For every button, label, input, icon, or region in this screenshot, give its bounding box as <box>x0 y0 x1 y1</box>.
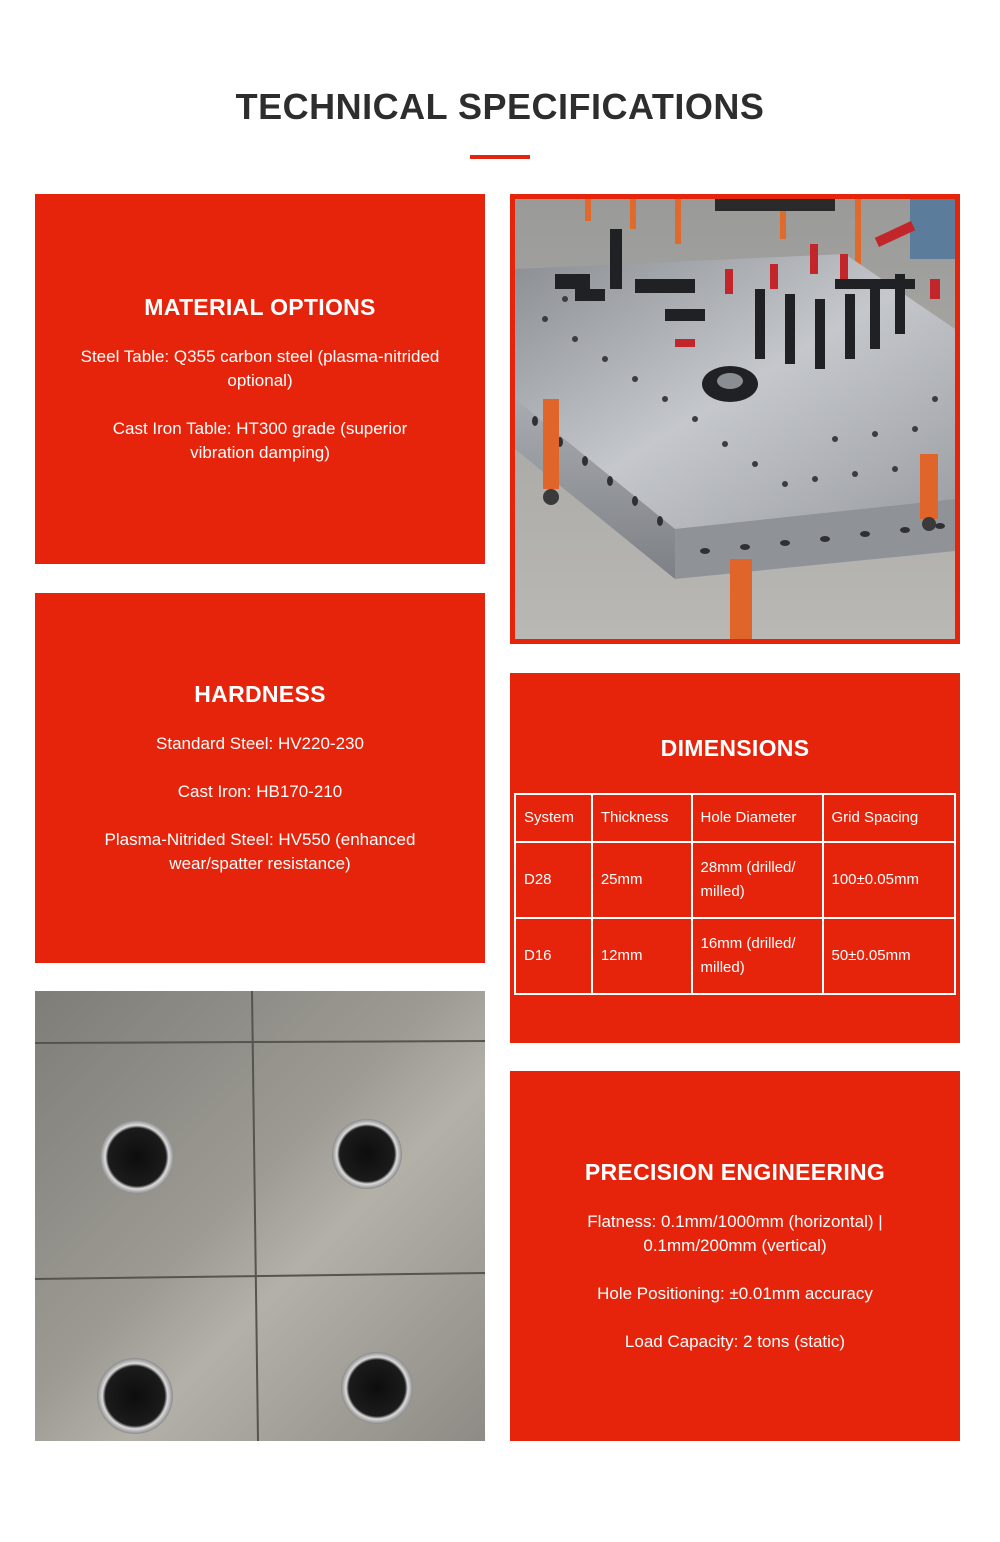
table-cell-hole-diameter: 16mm (drilled/ milled) <box>692 918 823 994</box>
hardness-standard-steel-text: Standard Steel: HV220-230 <box>156 733 364 753</box>
column-header-system: System <box>515 794 592 842</box>
precision-flatness-text: Flatness: 0.1mm/1000mm (horizontal) | 0.1mm/200mm (vertical) <box>587 1211 883 1255</box>
material-steel-text: Steel Table: Q355 carbon steel (plasma-nitrided optional) <box>80 346 440 390</box>
precision-engineering-card <box>510 1071 960 1441</box>
precision-hole-positioning-text: Hole Positioning: ±0.01mm accuracy <box>597 1283 873 1303</box>
material-cast-iron-text: Cast Iron Table: HT300 grade (superior vibration damping) <box>112 418 408 462</box>
table-cell-hole-diameter: 28mm (drilled/ milled) <box>692 842 823 918</box>
material-options-heading: MATERIAL OPTIONS <box>144 293 376 320</box>
dimensions-table <box>514 793 956 995</box>
precision-load-capacity-text: Load Capacity: 2 tons (static) <box>624 1331 846 1351</box>
column-header-hole-diameter: Hole Diameter <box>692 794 823 842</box>
hardness-heading: HARDNESS <box>194 680 326 707</box>
table-cell-system: D28 <box>515 842 592 918</box>
dimensions-heading: DIMENSIONS <box>660 735 810 761</box>
surface-holes-image <box>35 991 485 1441</box>
page-title: TECHNICAL SPECIFICATIONS <box>235 86 765 127</box>
hardness-nitrided-text: Plasma-Nitrided Steel: HV550 (enhanced wear/spatter resistance) <box>104 829 416 873</box>
material-options-card <box>35 194 485 564</box>
column-header-grid-spacing: Grid Spacing <box>823 794 956 842</box>
table-cell-grid-spacing: 50±0.05mm <box>823 918 956 994</box>
table-row <box>515 842 955 918</box>
table-cell-system: D16 <box>515 918 592 994</box>
precision-engineering-heading: PRECISION ENGINEERING <box>584 1158 886 1185</box>
table-cell-thickness: 12mm <box>592 918 692 994</box>
surface-holes-photo <box>35 991 485 1441</box>
table-cell-thickness: 25mm <box>592 842 692 918</box>
welding-table-photo <box>510 194 960 644</box>
welding-table-image <box>515 199 955 639</box>
table-row <box>515 918 955 994</box>
hardness-cast-iron-text: Cast Iron: HB170-210 <box>177 781 343 801</box>
hardness-card <box>35 593 485 963</box>
dimensions-card <box>510 673 960 1043</box>
column-header-thickness: Thickness <box>592 794 692 842</box>
title-divider <box>470 155 530 159</box>
table-header-row <box>515 794 955 842</box>
table-cell-grid-spacing: 100±0.05mm <box>823 842 956 918</box>
